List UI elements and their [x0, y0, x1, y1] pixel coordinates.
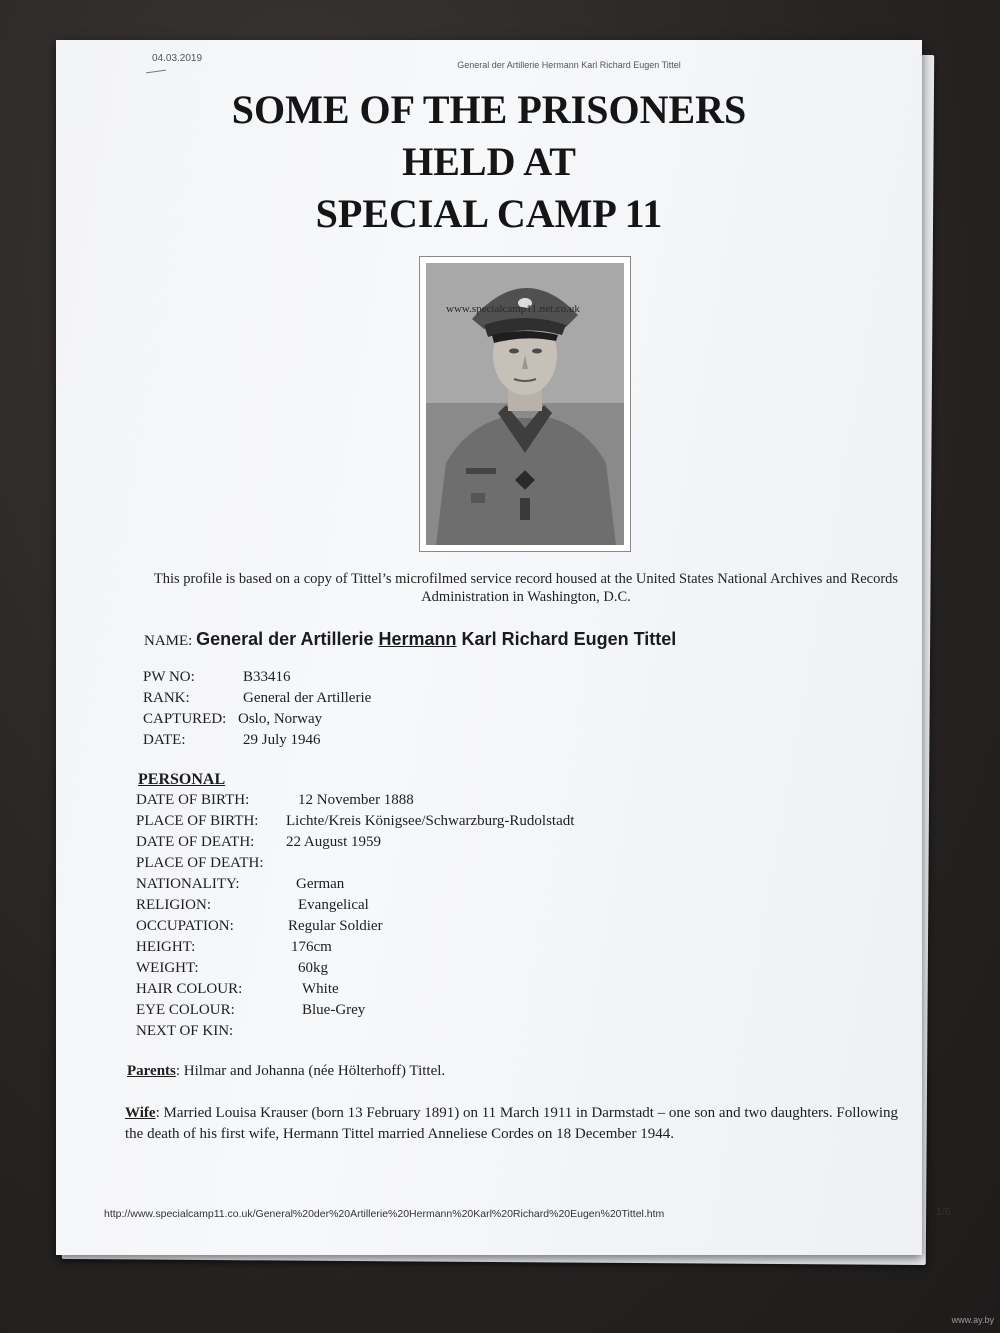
service-row — [143, 667, 371, 688]
printed-page — [56, 40, 951, 1255]
personal-value: Blue-Grey — [302, 1002, 366, 1018]
personal-value: 60kg — [298, 960, 328, 976]
wife-label: Wife — [125, 1105, 156, 1121]
personal-row — [136, 916, 574, 937]
personal-key: NATIONALITY: — [136, 876, 240, 892]
personal-value: White — [302, 981, 339, 997]
personal-value: 176cm — [291, 939, 332, 955]
service-details — [143, 667, 371, 751]
name-given-underlined: Hermann — [378, 629, 457, 649]
personal-row — [136, 874, 574, 895]
footer-url: http://www.specialcamp11.co.uk/General%20der%20Artillerie%20Hermann%20Karl%20Richard%20Eugen%20Tittel.htm — [104, 1208, 665, 1220]
parents-paragraph — [127, 1061, 907, 1082]
intro-paragraph: This profile is based on a copy of Tittel’s microfilmed service record housed at the United States National Archives and Records Administration in Washington, D.C. — [153, 571, 899, 605]
personal-value: German — [296, 876, 345, 892]
title-line-2: HELD AT — [402, 139, 576, 184]
personal-row — [136, 832, 574, 853]
portrait-photo — [426, 263, 624, 545]
personal-row — [136, 811, 574, 832]
handwritten-mark — [146, 70, 166, 74]
personal-row — [136, 979, 574, 1000]
personal-value: 12 November 1888 — [298, 792, 414, 808]
service-key: RANK: — [143, 690, 190, 706]
service-key: DATE: — [143, 732, 186, 748]
name-prefix: General der Artillerie — [196, 629, 379, 649]
service-value: 29 July 1946 — [243, 732, 321, 748]
personal-key: OCCUPATION: — [136, 918, 234, 934]
service-row — [143, 709, 371, 730]
personal-key: HEIGHT: — [136, 939, 196, 955]
service-value: General der Artillerie — [243, 690, 372, 706]
personal-value: Lichte/Kreis Königsee/Schwarzburg-Rudolstadt — [286, 813, 575, 829]
personal-key: WEIGHT: — [136, 960, 199, 976]
personal-key: DATE OF BIRTH: — [136, 792, 250, 808]
wife-text: : Married Louisa Krauser (born 13 February 1891) on 11 March 1911 in Darmstadt – one son and two daughters. Following the death of his first wife, Hermann Tittel married Anneliese Cordes on 18 December 1944. — [125, 1105, 899, 1142]
personal-key: NEXT OF KIN: — [136, 1023, 234, 1039]
personal-value: 22 August 1959 — [286, 834, 382, 850]
portrait-frame — [419, 256, 631, 552]
name-value — [196, 629, 676, 649]
service-value: B33416 — [243, 669, 291, 685]
personal-key: HAIR COLOUR: — [136, 981, 243, 997]
name-suffix: Karl Richard Eugen Tittel — [456, 629, 677, 649]
title-line-3: SPECIAL CAMP 11 — [315, 191, 663, 236]
header-date: 04.03.2019 — [152, 53, 203, 64]
name-label: NAME: — [144, 633, 193, 649]
site-watermark: www.ay.by — [951, 1315, 994, 1325]
personal-row — [136, 1021, 574, 1042]
personal-value: Regular Soldier — [288, 918, 383, 934]
personal-row — [136, 853, 574, 874]
service-key: CAPTURED: — [143, 711, 227, 727]
personal-details — [136, 790, 574, 1042]
personal-key: PLACE OF DEATH: — [136, 855, 264, 871]
service-value: Oslo, Norway — [238, 711, 323, 727]
personal-row — [136, 958, 574, 979]
personal-key: PLACE OF BIRTH: — [136, 813, 259, 829]
parents-text: : Hilmar and Johanna (née Hölterhoff) Tittel. — [175, 1063, 446, 1079]
photo-watermark: www.specialcamp11.net.co.uk — [446, 303, 580, 315]
personal-heading: PERSONAL — [138, 771, 226, 788]
personal-row — [136, 937, 574, 958]
personal-value: Evangelical — [298, 897, 369, 913]
personal-key: EYE COLOUR: — [136, 1002, 235, 1018]
personal-row — [136, 1000, 574, 1021]
header-title: General der Artillerie Hermann Karl Richard Eugen Tittel — [457, 60, 681, 70]
service-row — [143, 730, 371, 751]
wife-paragraph — [125, 1103, 915, 1145]
personal-row — [136, 790, 574, 811]
personal-row — [136, 895, 574, 916]
service-row — [143, 688, 371, 709]
title-line-1: SOME OF THE PRISONERS — [231, 87, 747, 132]
name-line — [144, 629, 676, 650]
parents-label: Parents — [127, 1063, 176, 1079]
footer-page-number: 1/6 — [936, 1206, 951, 1218]
personal-key: RELIGION: — [136, 897, 211, 913]
personal-key: DATE OF DEATH: — [136, 834, 255, 850]
service-key: PW NO: — [143, 669, 195, 685]
page-title — [56, 84, 922, 240]
